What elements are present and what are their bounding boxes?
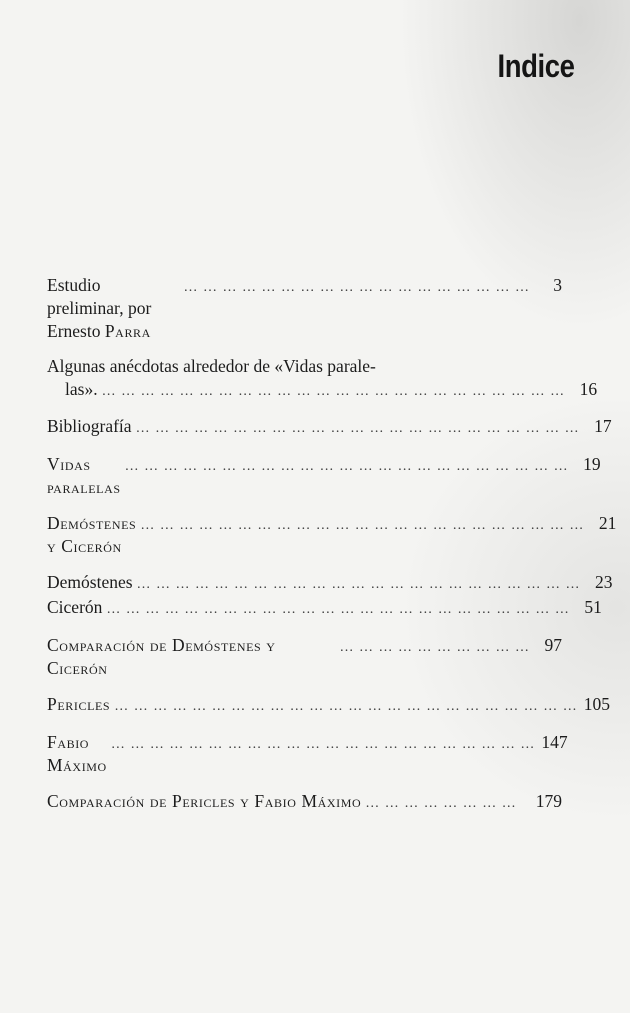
- toc-entry-pericles: [47, 693, 610, 718]
- toc-entry-demostenes-y-ciceron: [47, 512, 617, 558]
- toc-entry-comparacion-pericles-fabio: [47, 790, 562, 815]
- entry-label: Demóstenes: [47, 572, 133, 592]
- dot-leader: … … … … … … … … … … … … … … … … … …: [183, 280, 530, 295]
- entry-label-line1: Algunas anécdotas alrededor de «Vidas parale-: [47, 356, 376, 376]
- page-number: 23: [595, 572, 613, 592]
- dot-leader: … … … … … … … … … … … … … … … … … … … … … … …: [136, 577, 581, 592]
- entry-label: Pericles: [47, 694, 111, 714]
- dot-leader: … … … … … … … … … … … … … … … … … … … … … … … …: [114, 699, 578, 714]
- entry-label: Vidas paralelas: [47, 454, 121, 497]
- toc-entry-bibliografia: [47, 415, 612, 440]
- page-number: 21: [598, 513, 617, 533]
- toc-entry-fabio-maximo: [47, 731, 568, 777]
- dot-leader: … … … … … … … … … … … … … … … … … … … … … … … …: [101, 384, 566, 399]
- dot-leader: … … … … … … … …: [365, 796, 517, 811]
- toc-entry-comparacion-demostenes-ciceron: [47, 634, 562, 680]
- table-of-contents: [47, 274, 617, 815]
- page-number: 19: [583, 454, 601, 474]
- page-number: 51: [584, 597, 602, 617]
- entry-label: Comparación de Pericles y Fabio Máximo: [47, 791, 362, 811]
- entry-label: Demóstenes y Cicerón: [47, 513, 137, 556]
- entry-label-line2: las».: [65, 379, 98, 399]
- page-number: 147: [541, 732, 568, 752]
- page-number: 17: [594, 416, 612, 436]
- index-title: Indice: [497, 48, 574, 84]
- page-number: 97: [544, 635, 562, 655]
- page-number: 179: [535, 791, 562, 811]
- toc-entry-demostenes: [47, 571, 613, 596]
- toc-entry-estudio-preliminar: [47, 274, 562, 343]
- entry-label: Bibliografía: [47, 416, 132, 436]
- page-number: 16: [579, 379, 598, 399]
- entry-label: Comparación de Demóstenes y Cicerón: [47, 635, 276, 678]
- toc-entry-vidas-paralelas: [47, 453, 601, 499]
- toc-entry-anecdotas: [47, 355, 598, 403]
- dot-leader: … … … … … … … … … …: [339, 640, 530, 655]
- dot-leader: … … … … … … … … … … … … … … … … … … … … … … … …: [106, 602, 570, 617]
- entry-label: Fabio Máximo: [47, 732, 107, 775]
- dot-leader: … … … … … … … … … … … … … … … … … … … … … …: [110, 737, 536, 752]
- dot-leader: … … … … … … … … … … … … … … … … … … … … … … …: [140, 518, 585, 533]
- toc-entry-ciceron: [47, 596, 602, 621]
- entry-label: Cicerón: [47, 597, 103, 617]
- dot-leader: … … … … … … … … … … … … … … … … … … … … … … …: [124, 459, 569, 474]
- entry-label: Estudio preliminar, por Ernesto Parra: [47, 275, 152, 341]
- page-number: 105: [583, 694, 610, 714]
- page-number: 3: [553, 275, 562, 295]
- dot-leader: … … … … … … … … … … … … … … … … … … … … … … …: [135, 421, 580, 436]
